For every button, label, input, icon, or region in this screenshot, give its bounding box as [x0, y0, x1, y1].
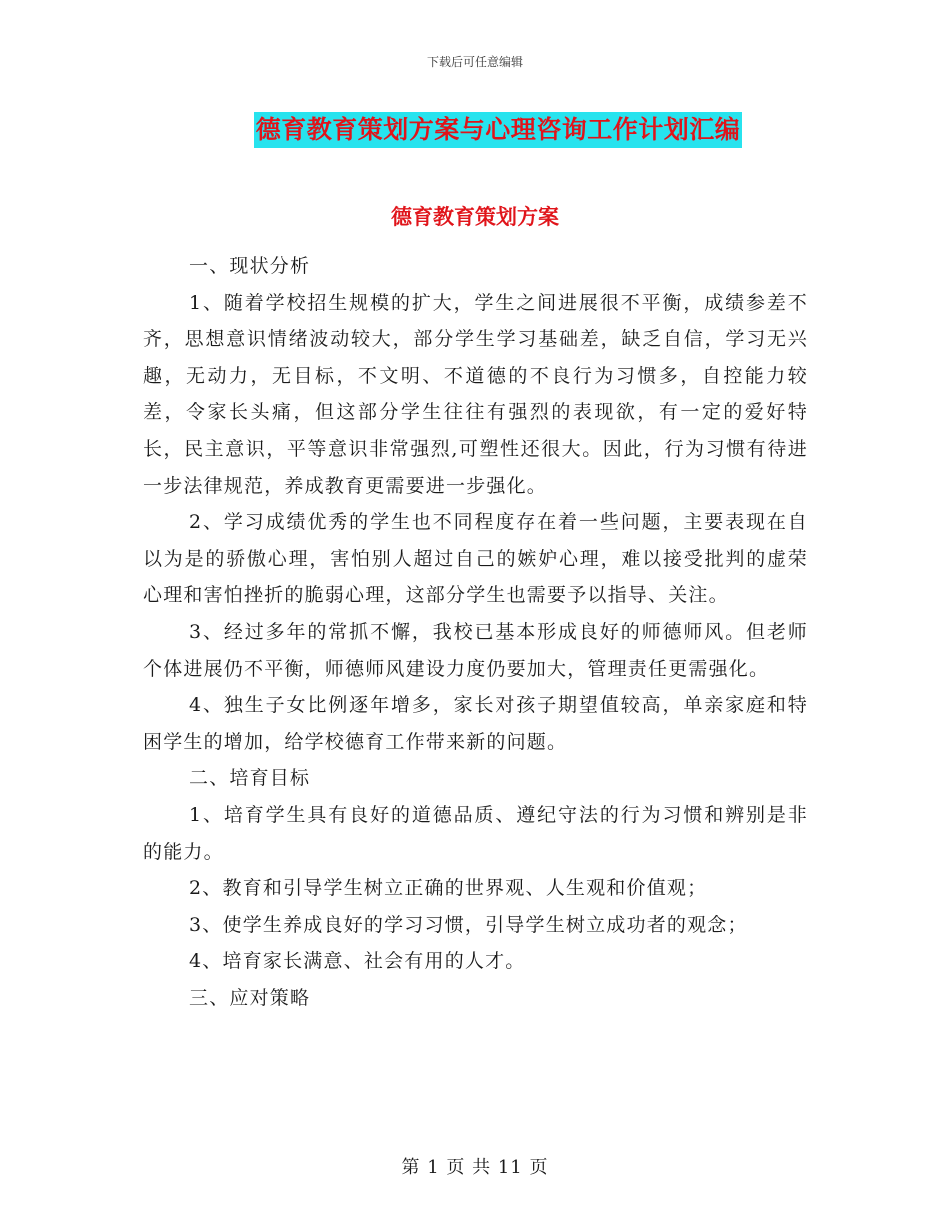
paragraph-3: 3、经过多年的常抓不懈，我校已基本形成良好的师德师风。但老师个体进展仍不平衡，师德师风建设力度仍要加大，管理责任更需强化。 — [143, 620, 808, 680]
paragraph-1: 1、随着学校招生规模的扩大，学生之间进展很不平衡，成绩参差不齐，思想意识情绪波动较大，部分学生学习基础差，缺乏自信，学习无兴趣，无动力，无目标，不文明、不道德的不良行为习惯多，自控能力较差，令家长头痛，但这部分学生往往有强烈的表现欲，有一定的爱好特长，民主意识，平等意识非常强烈,可塑性还很大。因此，行为习惯有待进一步法律规范，养成教育更需要进一步强化。 — [143, 291, 808, 497]
heading-strategies: 三、应对策略 — [189, 986, 311, 1009]
download-note: 下载后可任意编辑 — [426, 55, 523, 69]
heading-training-goals: 二、培育目标 — [189, 767, 311, 790]
paragraph-2: 2、学习成绩优秀的学生也不同程度存在着一些问题，主要表现在自以为是的骄傲心理，害怕别人超过自己的嫉妒心理，难以接受批判的虚荣心理和害怕挫折的脆弱心理，这部分学生也需要予以指导、关注。 — [143, 511, 808, 607]
document-body — [143, 248, 808, 1016]
paragraph-4: 4、独生子女比例逐年增多，家长对孩子期望值较高，单亲家庭和特困学生的增加，给学校德育工作带来新的问题。 — [143, 694, 808, 753]
main-title-wrap — [0, 112, 950, 148]
goal-2: 2、教育和引导学生树立正确的世界观、人生观和价值观； — [189, 877, 708, 900]
section-title: 德育教育策划方案 — [391, 204, 559, 229]
page-number: 第 1 页 共 11 页 — [401, 1157, 549, 1178]
main-title: 德育教育策划方案与心理咨询工作计划汇编 — [254, 112, 743, 148]
goal-4: 4、培育家长满意、社会有用的人才。 — [189, 950, 526, 973]
heading-status-analysis: 一、现状分析 — [189, 255, 311, 277]
goal-1: 1、培育学生具有良好的道德品质、遵纪守法的行为习惯和辨别是非的能力。 — [143, 803, 808, 863]
goal-3: 3、使学生养成良好的学习习惯，引导学生树立成功者的观念； — [189, 913, 748, 936]
